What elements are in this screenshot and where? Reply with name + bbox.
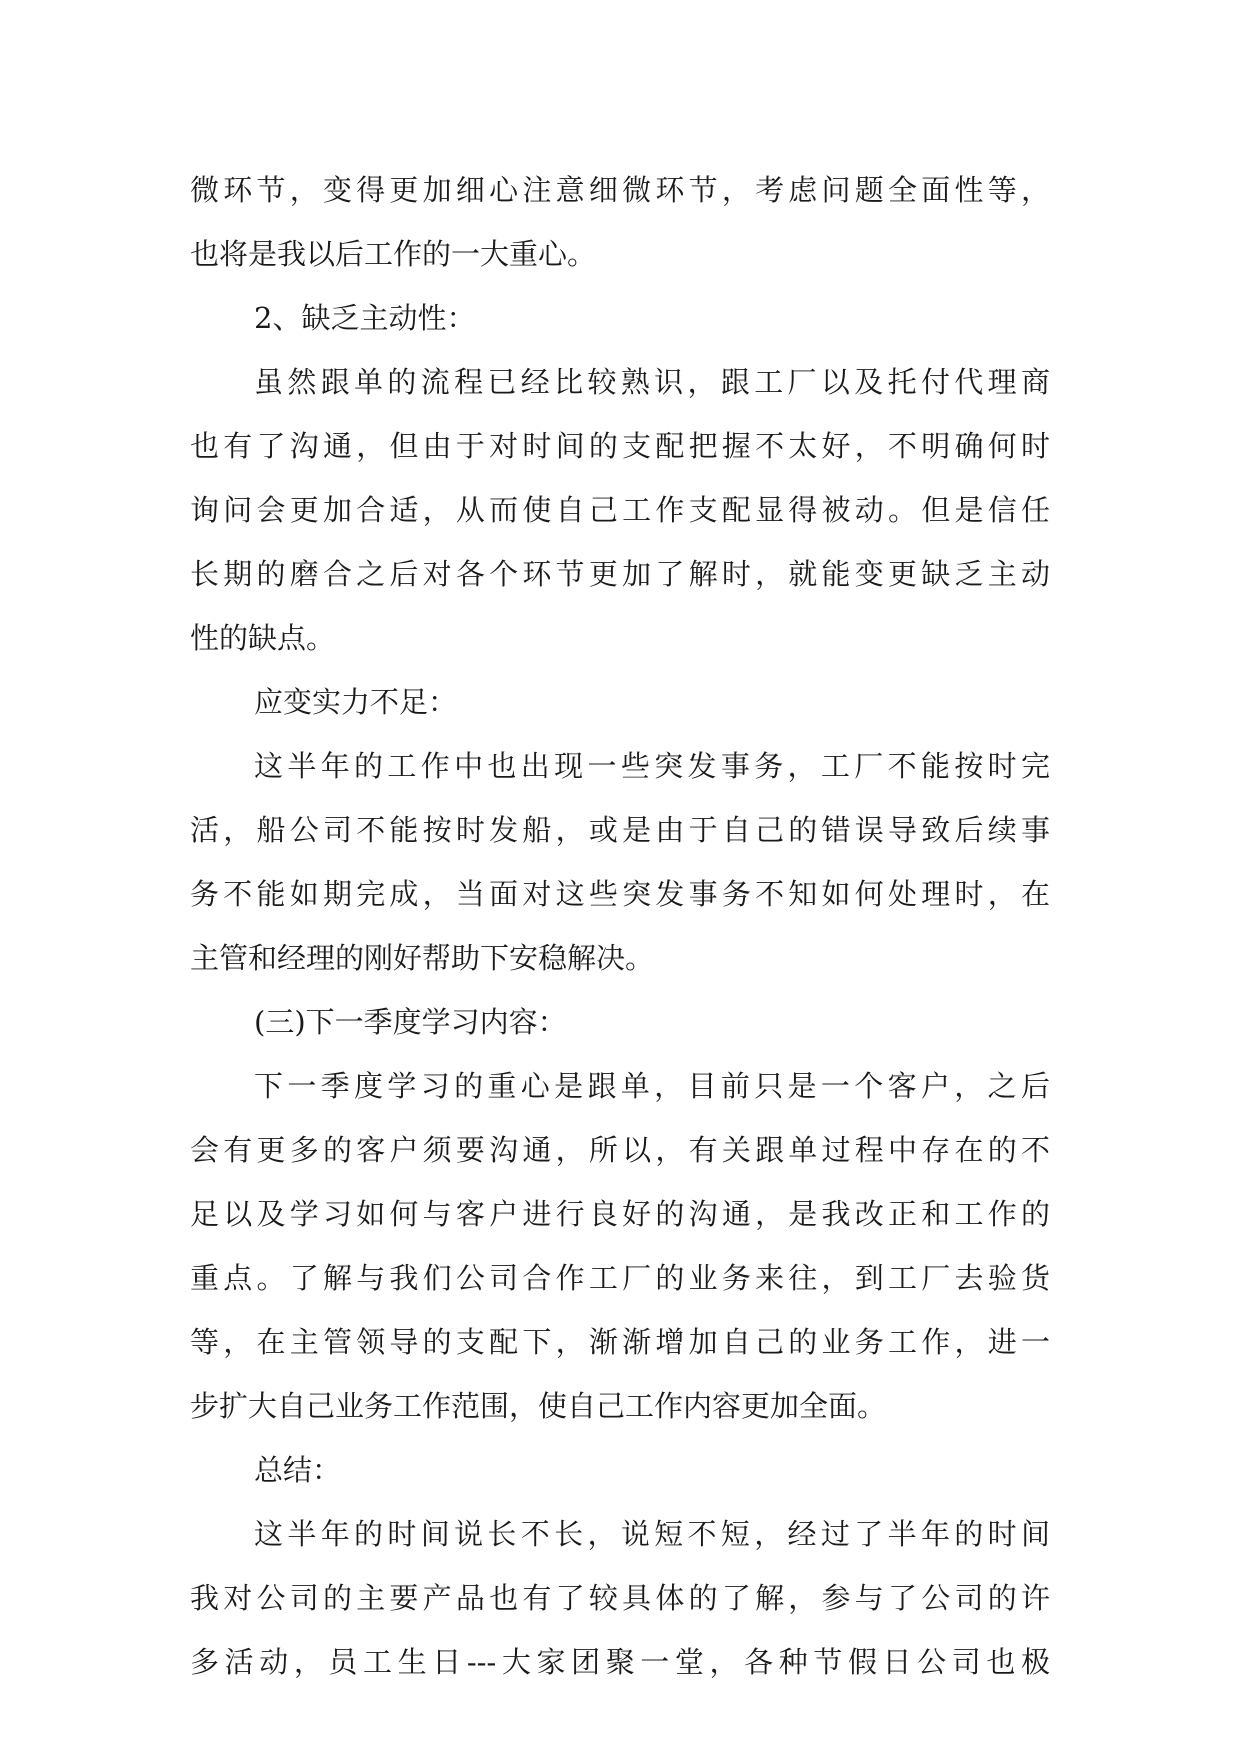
text-line: 也将是我以后工作的一大重心。 bbox=[190, 237, 597, 271]
text-line: 主管和经理的刚好帮助下安稳解决。 bbox=[190, 941, 655, 975]
section-heading: 总结： bbox=[254, 1453, 342, 1487]
text-line: 活，船公司不能按时发船，或是由于自己的错误导致后续事 bbox=[190, 813, 1050, 847]
section-heading: (三)下一季度学习内容： bbox=[254, 1005, 567, 1039]
text-line: 也有了沟通，但由于对时间的支配把握不太好，不明确何时 bbox=[190, 429, 1050, 463]
text-line: 步扩大自己业务工作范围，使自己工作内容更加全面。 bbox=[190, 1389, 887, 1423]
text-line: 我对公司的主要产品也有了较具体的了解，参与了公司的许 bbox=[190, 1581, 1050, 1615]
section-heading: 2、缺乏主动性： bbox=[254, 301, 476, 335]
body-text bbox=[190, 158, 1050, 1694]
text-line: 虽然跟单的流程已经比较熟识，跟工厂以及托付代理商 bbox=[254, 365, 1050, 399]
text-line: 等，在主管领导的支配下，渐渐增加自己的业务工作，进一 bbox=[190, 1325, 1050, 1359]
text-line: 微环节，变得更加细心注意细微环节，考虑问题全面性等， bbox=[190, 173, 1050, 207]
text-line: 务不能如期完成，当面对这些突发事务不知如何处理时，在 bbox=[190, 877, 1050, 911]
text-line: 下一季度学习的重心是跟单，目前只是一个客户，之后 bbox=[254, 1069, 1050, 1103]
text-line: 重点。了解与我们公司合作工厂的业务来往，到工厂去验货 bbox=[190, 1261, 1050, 1295]
text-line: 这半年的时间说长不长，说短不短，经过了半年的时间 bbox=[254, 1517, 1050, 1551]
text-line: 多活动，员工生日---大家团聚一堂，各种节假日公司也极 bbox=[190, 1645, 1050, 1679]
text-line: 足以及学习如何与客户进行良好的沟通，是我改正和工作的 bbox=[190, 1197, 1050, 1231]
text-line: 长期的磨合之后对各个环节更加了解时，就能变更缺乏主动 bbox=[190, 557, 1050, 591]
text-line: 会有更多的客户须要沟通，所以，有关跟单过程中存在的不 bbox=[190, 1133, 1050, 1167]
section-heading: 应变实力不足： bbox=[254, 685, 458, 719]
text-line: 询问会更加合适，从而使自己工作支配显得被动。但是信任 bbox=[190, 493, 1050, 527]
text-line: 这半年的工作中也出现一些突发事务，工厂不能按时完 bbox=[254, 749, 1050, 783]
text-line: 性的缺点。 bbox=[190, 621, 336, 655]
